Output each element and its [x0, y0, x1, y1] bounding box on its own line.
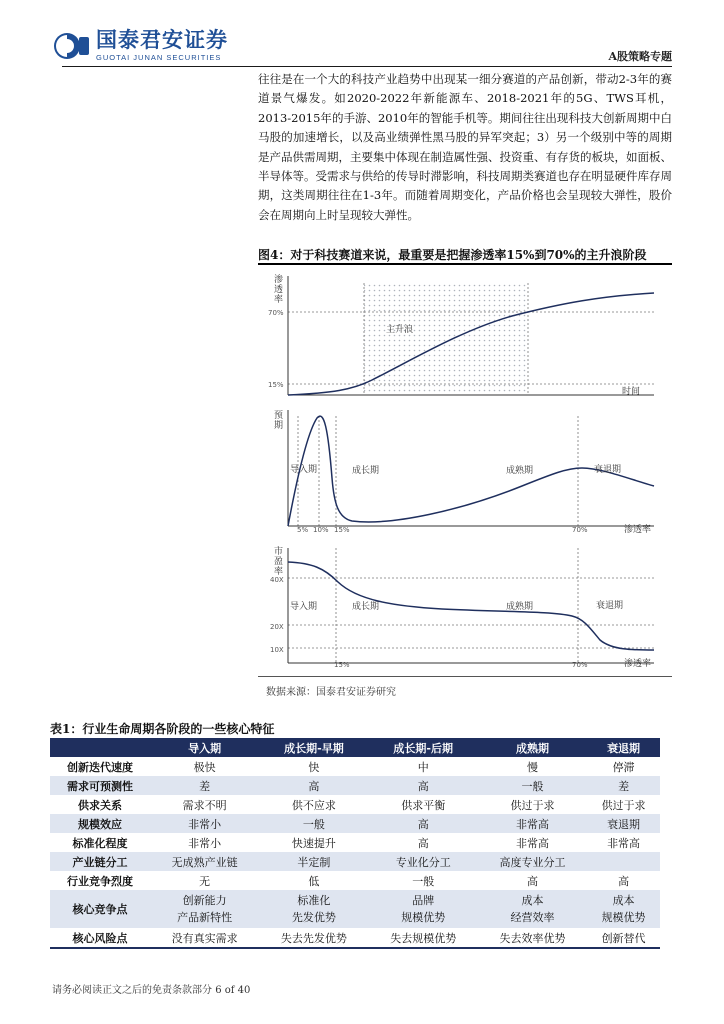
pe-y-label-2: 盈: [274, 557, 284, 567]
time-axis-label: 时间: [622, 387, 641, 397]
pe-phase-growth: 成长期: [352, 602, 380, 612]
table-cell: 一般: [478, 776, 587, 795]
table-cell: 高: [526, 874, 538, 888]
row-label: 规模效应: [50, 814, 150, 833]
y-tick-15: 15%: [268, 381, 284, 389]
company-name-en: GUOTAI JUNAN SECURITIES: [96, 53, 222, 62]
row-label: 需求可预测性: [50, 776, 150, 795]
phase-decline: 衰退期: [594, 465, 622, 475]
table-row: [50, 814, 660, 833]
penetration-y-label-3: 率: [274, 295, 284, 305]
pe-x-tick-70: 70%: [572, 661, 588, 669]
table-cell: 差: [587, 776, 660, 795]
logo-emblem-icon: [52, 31, 90, 61]
phase-mature: 成熟期: [506, 466, 534, 476]
table-cell: 标准化 先发优势: [259, 890, 368, 928]
table-cell: 高: [369, 776, 478, 795]
table-cell: 创新能力 产品新特性: [150, 890, 259, 928]
penetration-chart: [268, 273, 654, 397]
table-cell: 失去效率优势: [478, 928, 587, 948]
table-cell: 高度专业分工: [478, 852, 587, 871]
x-tick-70: 70%: [572, 526, 588, 534]
row-label: 行业竞争烈度: [67, 874, 133, 888]
expectation-y-label-1: 预: [274, 411, 284, 421]
table-header-row: [50, 738, 660, 757]
table-cell: 失去规模优势: [369, 928, 478, 948]
x-tick-10: 10%: [313, 526, 329, 534]
phase-intro: 导入期: [290, 465, 318, 475]
expectation-x-label: 渗透率: [624, 525, 652, 535]
table-cell: 没有真实需求: [150, 928, 259, 948]
row-label: 供求关系: [78, 798, 122, 812]
table-cell: 无成熟产业链: [150, 852, 259, 871]
table-cell: 低: [308, 874, 320, 888]
body-paragraph: 往往是在一个大的科技产业趋势中出现某一细分赛道的产品创新，带动2-3年的赛道景气爆发。如2020-2022年新能源车、2018-2021年的5G、TWS耳机，2013-2015年的手游、2010年的智能手机等。期间往往出现科技大创新周期中白马股的加速增长，以及高业绩弹性黑马股的异军突起；3）另一个级别中等的周期是产品供需周期，主要集中体现在制造属性强、投资重、有存货的板块，如面板、半导体等。受需求与供给的传导时滞影响，科技周期类赛道也存在明显硬件库存周期，这类周期往往在1-3年。而随着周期变化，产品价格也会呈现较大弹性，股价会在周期向上时呈现较大弹性。: [258, 72, 672, 222]
table-header-cell: [50, 738, 150, 757]
row-label: 核心竞争点: [50, 890, 150, 928]
figure-source: 数据来源：国泰君安证券研究: [266, 687, 396, 698]
table-row: [50, 833, 660, 852]
phase-growth: 成长期: [352, 466, 380, 476]
table-cell: 一般: [259, 814, 368, 833]
expectation-chart: [274, 410, 654, 535]
table-header-cell: 衰退期: [587, 738, 660, 757]
table-row: [50, 871, 660, 890]
company-logo: [52, 30, 228, 62]
table-cell: 非常高: [478, 814, 587, 833]
pe-phase-mature: 成熟期: [506, 602, 534, 612]
x-tick-5: 5%: [297, 526, 309, 534]
table-cell: 创新替代: [587, 928, 660, 948]
figure-title-rule: [258, 263, 672, 265]
lifecycle-feature-table: [50, 738, 660, 949]
pe-y-label-1: 市: [274, 547, 284, 557]
table-cell: 高: [259, 776, 368, 795]
lifecycle-charts: [262, 268, 662, 673]
main-wave-label: 主升浪: [386, 325, 414, 335]
table-cell: [587, 852, 660, 871]
table-header-cell: 成长期-早期: [259, 738, 368, 757]
table-cell: 专业化分工: [369, 852, 478, 871]
expectation-y-label-2: 期: [274, 421, 284, 431]
table-cell: 非常小: [188, 836, 222, 850]
pe-x-label: 渗透率: [624, 659, 652, 669]
table-cell: 需求不明: [182, 798, 227, 812]
table-cell: 中: [417, 760, 429, 774]
table-header-cell: 成熟期: [478, 738, 587, 757]
table-cell: 半定制: [259, 852, 368, 871]
table-cell: 慢: [526, 760, 538, 774]
table-row: [50, 757, 660, 776]
table-header-cell: 导入期: [150, 738, 259, 757]
table-cell: 品牌 规模优势: [369, 890, 478, 928]
table-row: [50, 852, 660, 871]
table-cell: 成本 规模优势: [587, 890, 660, 928]
pe-y-label-3: 率: [274, 567, 284, 577]
row-label: 创新迭代速度: [67, 760, 133, 774]
figure-title: 图4：对于科技赛道来说，最重要是把握渗透率15%到70%的主升浪阶段: [258, 248, 647, 262]
table-cell: 高: [618, 874, 630, 888]
header-divider: [62, 66, 672, 67]
table-row: [50, 776, 660, 795]
table-cell: 极快: [193, 760, 216, 774]
table-cell: 非常高: [607, 836, 641, 850]
table-cell: 停滞: [612, 760, 635, 774]
pe-x-tick-15: 15%: [334, 661, 350, 669]
table-title: 表1：行业生命周期各阶段的一些核心特征: [50, 722, 275, 736]
page-number: 6 of 40: [215, 985, 251, 996]
table-cell: 快速提升: [291, 836, 336, 850]
table-cell: 非常小: [150, 814, 259, 833]
table-cell: 无: [199, 874, 211, 888]
penetration-y-label-2: 透: [274, 285, 284, 295]
table-cell: 供求平衡: [401, 798, 446, 812]
y-tick-20x: 20X: [270, 623, 284, 631]
page-footer: [52, 981, 250, 996]
table-cell: 一般: [412, 874, 435, 888]
table-cell: 供不应求: [291, 798, 336, 812]
row-label: 产业链分工: [50, 852, 150, 871]
row-label: 标准化程度: [72, 836, 128, 850]
table-cell: 供过于求: [601, 798, 646, 812]
penetration-y-label-1: 渗: [274, 275, 284, 285]
figure-bottom-rule: [258, 676, 672, 677]
pe-chart: [270, 545, 654, 669]
row-label: 核心风险点: [50, 928, 150, 948]
table-row: [50, 928, 660, 948]
table-cell: 成本 经营效率: [478, 890, 587, 928]
pe-phase-decline: 衰退期: [596, 601, 624, 611]
main-wave-shaded-area: [364, 283, 528, 395]
pe-phase-intro: 导入期: [290, 602, 318, 612]
company-name-cn: 国泰君安证券: [96, 28, 228, 52]
table-cell: 快: [308, 760, 320, 774]
table-row: [50, 795, 660, 814]
table-header-cell: 成长期-后期: [369, 738, 478, 757]
table-cell: 高: [369, 814, 478, 833]
y-tick-10x: 10X: [270, 646, 284, 654]
table-cell: 衰退期: [587, 814, 660, 833]
table-row: [50, 890, 660, 928]
table-cell: 失去先发优势: [259, 928, 368, 948]
report-type: A股策略专题: [608, 50, 672, 63]
footer-disclaimer: 请务必阅读正文之后的免责条款部分: [52, 985, 212, 996]
table-cell: 差: [150, 776, 259, 795]
table-cell: 供过于求: [510, 798, 555, 812]
table-cell: 高: [417, 836, 429, 850]
x-tick-15: 15%: [334, 526, 350, 534]
y-tick-40x: 40X: [270, 576, 284, 584]
table-cell: 非常高: [515, 836, 549, 850]
y-tick-70: 70%: [268, 309, 284, 317]
